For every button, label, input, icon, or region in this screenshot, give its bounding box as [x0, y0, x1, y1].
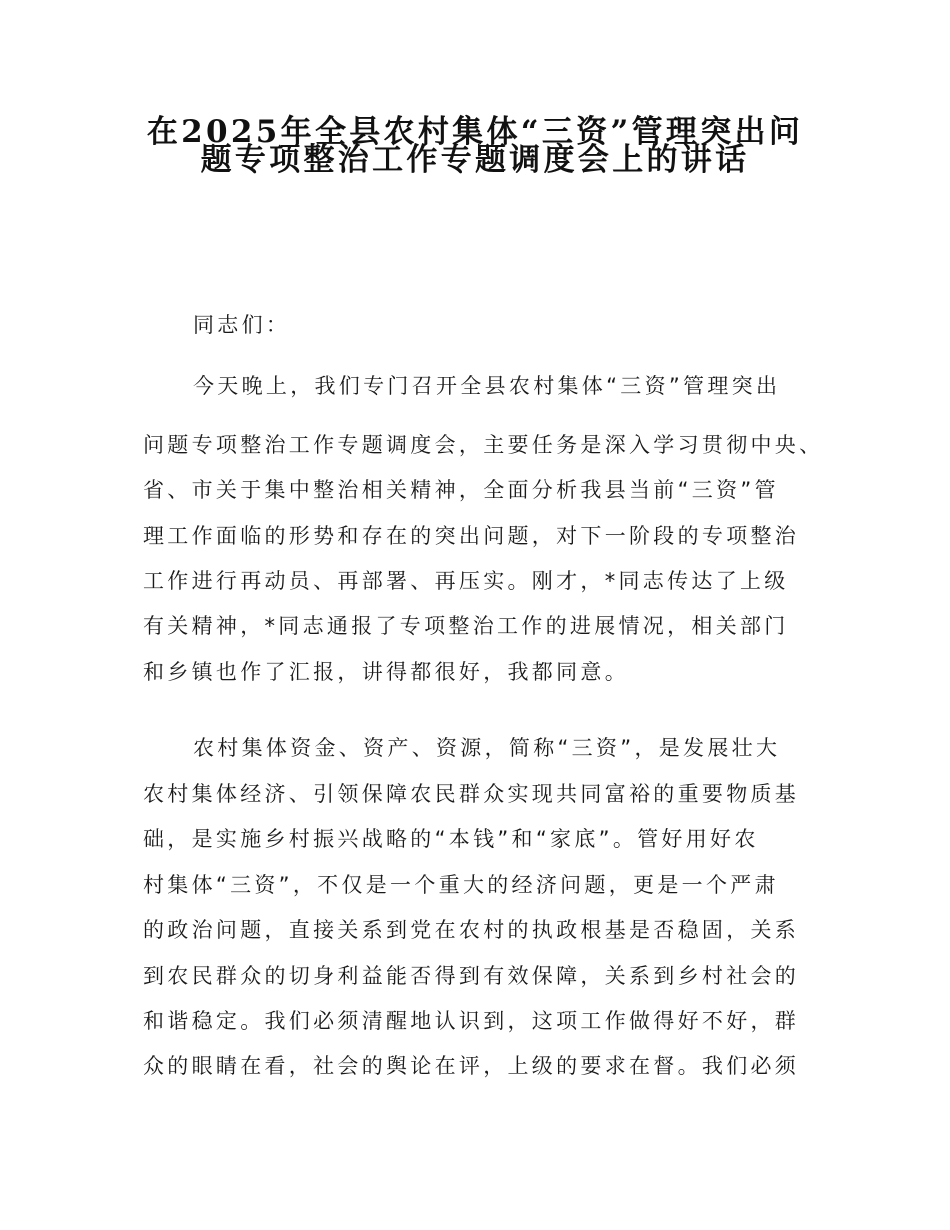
paragraph-line: 问题专项整治工作专题调度会，主要任务是深入学习贯彻中央、 — [143, 433, 824, 457]
paragraph-line: 础，是实施乡村振兴战略的“本钱”和“家底”。管好用好农 — [143, 827, 759, 851]
paragraph-line: 村集体“三资”，不仅是一个重大的经济问题，更是一个严肃 — [143, 873, 779, 897]
title-line-2: 题专项整治工作专题调度会上的讲话 — [200, 142, 750, 178]
title-line-1: 在2025年全县农村集体“三资”管理突出问 — [146, 114, 804, 150]
paragraph-line: 和谐稳定。我们必须清醒地认识到，这项工作做得好不好，群 — [143, 1009, 800, 1033]
paragraph-line: 的政治问题，直接关系到党在农村的执政根基是否稳固，关系 — [143, 918, 800, 942]
paragraph-line: 农村集体资金、资产、资源，简称“三资”，是发展壮大 — [193, 736, 781, 760]
document-title — [0, 114, 950, 178]
paragraph-line: 省、市关于集中整治相关精神，全面分析我县当前“三资”管 — [143, 478, 779, 502]
paragraph-line: 今天晚上，我们专门召开全县农村集体“三资”管理突出 — [193, 374, 781, 398]
paragraph-line: 有关精神，*同志通报了专项整治工作的进展情况，相关部门 — [143, 614, 789, 638]
paragraph-line: 到农民群众的切身利益能否得到有效保障，关系到乡村社会的 — [143, 964, 800, 988]
paragraph-line: 众的眼睛在看，社会的舆论在评，上级的要求在督。我们必须 — [143, 1054, 800, 1078]
paragraph-line: 农村集体经济、引领保障农民群众实现共同富裕的重要物质基 — [143, 782, 800, 806]
paragraph-line: 理工作面临的形势和存在的突出问题，对下一阶段的专项整治 — [143, 524, 800, 548]
paragraph-line: 工作进行再动员、再部署、再压实。刚才，*同志传达了上级 — [143, 569, 789, 593]
paragraph-line: 和乡镇也作了汇报，讲得都很好，我都同意。 — [143, 660, 629, 684]
salutation: 同志们： — [193, 313, 291, 337]
